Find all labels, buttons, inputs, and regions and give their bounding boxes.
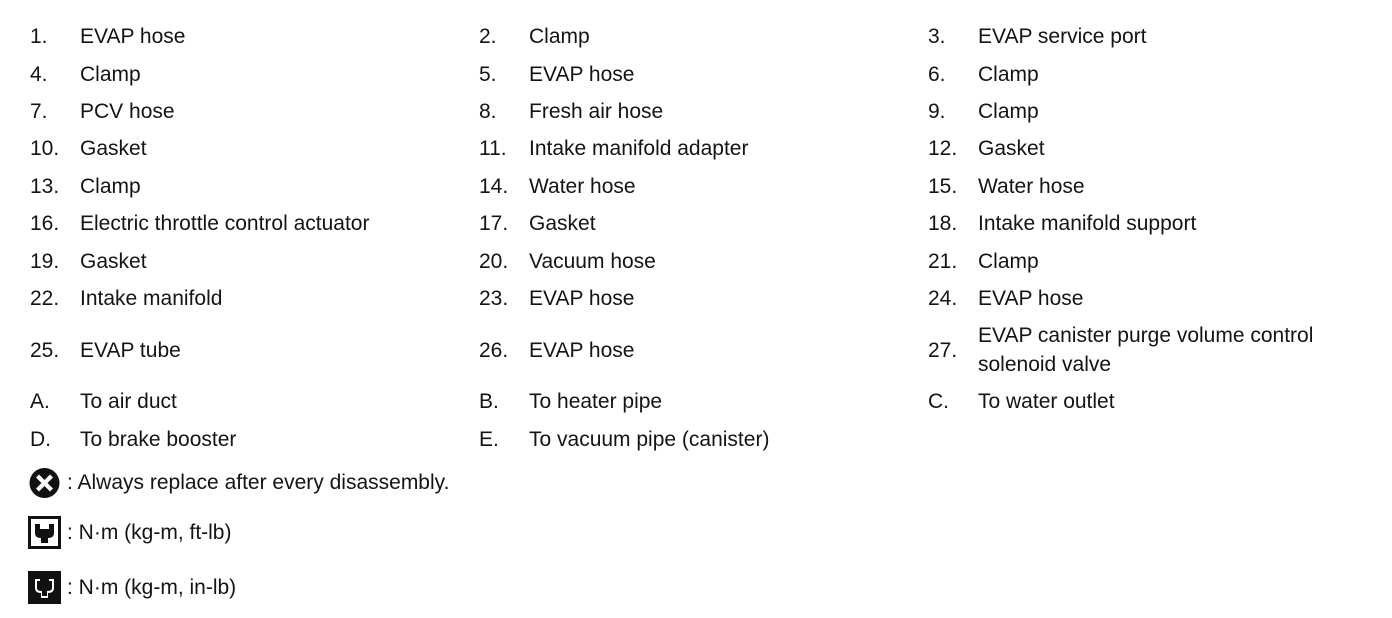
legend-letter-item: B. To heater pipe	[479, 390, 663, 414]
torque-wrench-in-lb-icon	[28, 571, 61, 604]
legend-item: 10. Gasket	[30, 137, 147, 161]
legend-letter-item: C. To water outlet	[928, 390, 1115, 414]
legend-item: 1. EVAP hose	[30, 25, 186, 49]
legend-item: 9. Clamp	[928, 99, 1039, 123]
legend-grid	[30, 18, 1380, 458]
replace-x-icon	[28, 466, 61, 499]
legend-item: 12. Gasket	[928, 137, 1045, 161]
legend-letter-item: A. To air duct	[30, 390, 177, 414]
legend-item: 6. Clamp	[928, 62, 1039, 86]
legend-item: 26. EVAP hose	[479, 338, 635, 362]
legend-item: 23. EVAP hose	[479, 286, 635, 310]
legend-item: 27. EVAP canister purge volume control solenoid valve	[928, 324, 1314, 377]
legend-item: 24. EVAP hose	[928, 286, 1084, 310]
symbol-label: : N·m (kg-m, in-lb)	[67, 575, 237, 599]
legend-item: 21. Clamp	[928, 249, 1039, 273]
symbol-label: : N·m (kg-m, ft-lb)	[67, 520, 232, 544]
legend-item: 17. Gasket	[479, 212, 596, 236]
legend-item: 16. Electric throttle control actuator	[30, 212, 370, 236]
legend-item: 8. Fresh air hose	[479, 99, 664, 123]
symbol-row-torque-ft-lb	[28, 516, 231, 549]
torque-wrench-ft-lb-icon	[28, 516, 61, 549]
legend-item: 4. Clamp	[30, 62, 141, 86]
legend-item: 3. EVAP service port	[928, 25, 1147, 49]
symbol-label: : Always replace after every disassembly.	[67, 470, 450, 494]
legend-item: 13. Clamp	[30, 174, 141, 198]
legend-item: 25. EVAP tube	[30, 338, 181, 362]
legend-item: 2. Clamp	[479, 25, 590, 49]
legend-letter-item: E. To vacuum pipe (canister)	[479, 427, 770, 451]
legend-item: 15. Water hose	[928, 174, 1085, 198]
symbol-row-replace	[28, 466, 449, 499]
symbol-row-torque-in-lb	[28, 571, 236, 604]
legend-item: 5. EVAP hose	[479, 62, 635, 86]
legend-empty-cell	[928, 421, 1380, 458]
legend-item: 22. Intake manifold	[30, 286, 223, 310]
legend-item: 18. Intake manifold support	[928, 212, 1197, 236]
legend-item: 14. Water hose	[479, 174, 636, 198]
legend-item: 19. Gasket	[30, 249, 147, 273]
legend-item: 7. PCV hose	[30, 99, 175, 123]
legend-letter-item: D. To brake booster	[30, 427, 237, 451]
legend-item: 20. Vacuum hose	[479, 249, 656, 273]
legend-item: 11. Intake manifold adapter	[479, 137, 749, 161]
